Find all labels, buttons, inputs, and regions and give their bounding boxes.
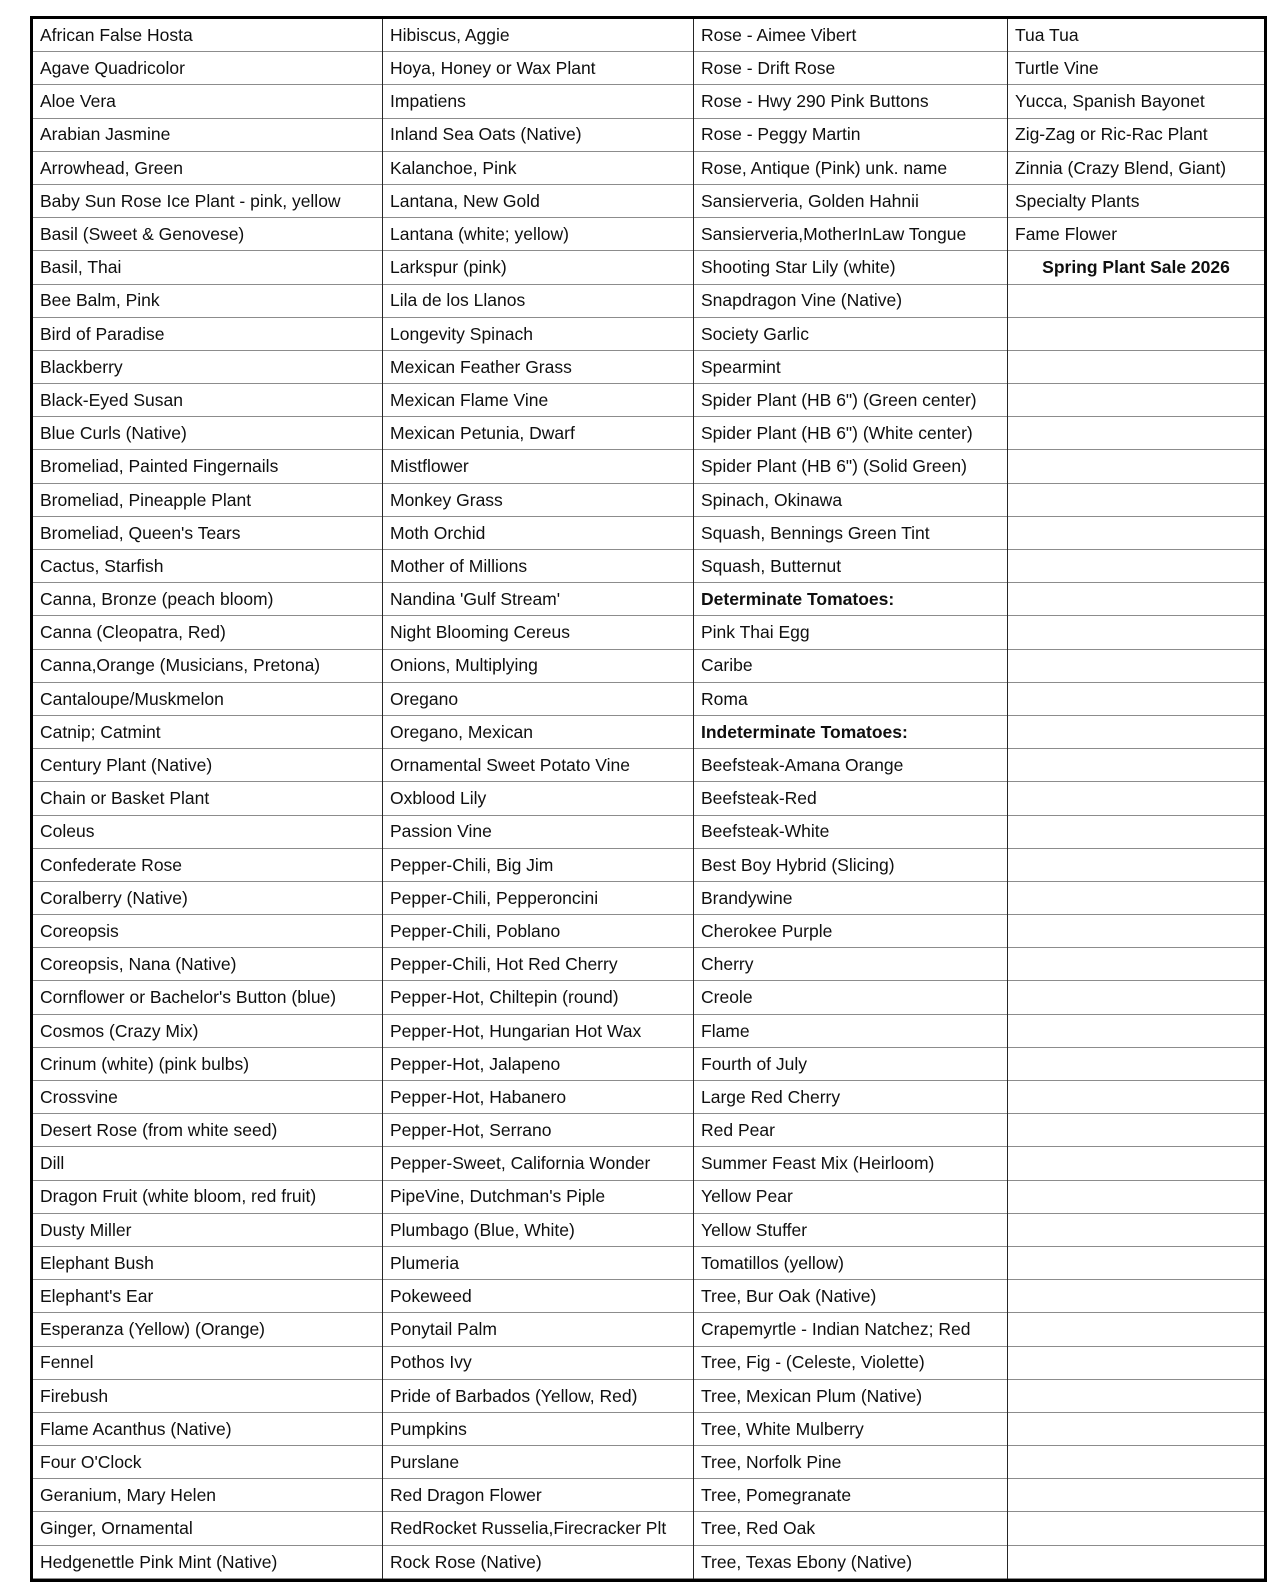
table-cell: Large Red Cherry <box>694 1081 1007 1114</box>
table-cell: Rose - Peggy Martin <box>694 119 1007 152</box>
table-cell: Oxblood Lily <box>383 782 693 815</box>
table-cell: Coleus <box>33 816 382 849</box>
table-cell: Yellow Stuffer <box>694 1214 1007 1247</box>
table-column-3 <box>694 19 1008 1579</box>
table-cell: Beefsteak-Red <box>694 782 1007 815</box>
table-cell: Firebush <box>33 1380 382 1413</box>
table-cell <box>1008 1546 1264 1579</box>
sale-title-cell: Spring Plant Sale 2026 <box>1008 251 1264 284</box>
table-cell: Pepper-Hot, Chiltepin (round) <box>383 981 693 1014</box>
table-cell: Rose - Hwy 290 Pink Buttons <box>694 85 1007 118</box>
table-cell: Dill <box>33 1147 382 1180</box>
table-cell: Pepper-Hot, Hungarian Hot Wax <box>383 1015 693 1048</box>
table-cell <box>1008 1114 1264 1147</box>
table-cell <box>1008 1280 1264 1313</box>
table-cell: Elephant Bush <box>33 1247 382 1280</box>
table-cell: Lantana (white; yellow) <box>383 218 693 251</box>
table-cell: Onions, Multiplying <box>383 650 693 683</box>
table-cell: Canna,Orange (Musicians, Pretona) <box>33 650 382 683</box>
table-cell: Spider Plant (HB 6") (White center) <box>694 417 1007 450</box>
table-cell: Rose - Aimee Vibert <box>694 19 1007 52</box>
table-cell: Arabian Jasmine <box>33 119 382 152</box>
table-cell: Tree, Texas Ebony (Native) <box>694 1546 1007 1579</box>
table-cell: Canna, Bronze (peach bloom) <box>33 583 382 616</box>
table-cell: Bromeliad, Queen's Tears <box>33 517 382 550</box>
table-cell: Specialty Plants <box>1008 185 1264 218</box>
table-cell <box>1008 782 1264 815</box>
table-cell <box>1008 981 1264 1014</box>
table-cell <box>1008 1413 1264 1446</box>
table-cell: Night Blooming Cereus <box>383 616 693 649</box>
table-cell: Dragon Fruit (white bloom, red fruit) <box>33 1181 382 1214</box>
table-cell: Elephant's Ear <box>33 1280 382 1313</box>
table-cell: Purslane <box>383 1446 693 1479</box>
table-cell: Impatiens <box>383 85 693 118</box>
table-cell: Tree, White Mulberry <box>694 1413 1007 1446</box>
table-cell: African False Hosta <box>33 19 382 52</box>
table-cell: Pumpkins <box>383 1413 693 1446</box>
table-cell <box>1008 583 1264 616</box>
table-cell: Cornflower or Bachelor's Button (blue) <box>33 981 382 1014</box>
table-cell <box>1008 1048 1264 1081</box>
table-cell: Caribe <box>694 650 1007 683</box>
table-cell: Flame <box>694 1015 1007 1048</box>
table-cell: Crapemyrtle - Indian Natchez; Red <box>694 1313 1007 1346</box>
table-cell: Sansierveria,MotherInLaw Tongue <box>694 218 1007 251</box>
table-cell <box>1008 616 1264 649</box>
table-cell: Century Plant (Native) <box>33 749 382 782</box>
table-cell: Pepper-Chili, Hot Red Cherry <box>383 948 693 981</box>
table-cell: Larkspur (pink) <box>383 251 693 284</box>
table-cell: Pink Thai Egg <box>694 616 1007 649</box>
table-cell: Pepper-Sweet, California Wonder <box>383 1147 693 1180</box>
table-cell: Tua Tua <box>1008 19 1264 52</box>
table-cell: Zig-Zag or Ric-Rac Plant <box>1008 119 1264 152</box>
table-cell: Black-Eyed Susan <box>33 384 382 417</box>
table-cell: Mexican Feather Grass <box>383 351 693 384</box>
table-cell: Best Boy Hybrid (Slicing) <box>694 849 1007 882</box>
table-cell: Chain or Basket Plant <box>33 782 382 815</box>
table-cell: Sansierveria, Golden Hahnii <box>694 185 1007 218</box>
table-cell <box>1008 450 1264 483</box>
table-cell: Red Dragon Flower <box>383 1479 693 1512</box>
table-cell: Cosmos (Crazy Mix) <box>33 1015 382 1048</box>
table-cell: Plumbago (Blue, White) <box>383 1214 693 1247</box>
table-cell: Tomatillos (yellow) <box>694 1247 1007 1280</box>
table-cell <box>1008 1313 1264 1346</box>
table-cell: Tree, Mexican Plum (Native) <box>694 1380 1007 1413</box>
table-cell: Tree, Pomegranate <box>694 1479 1007 1512</box>
table-cell: Esperanza (Yellow) (Orange) <box>33 1313 382 1346</box>
table-cell <box>1008 1081 1264 1114</box>
table-cell: Ponytail Palm <box>383 1313 693 1346</box>
table-cell: Beefsteak-White <box>694 816 1007 849</box>
table-cell: Cherokee Purple <box>694 915 1007 948</box>
table-cell: Four O'Clock <box>33 1446 382 1479</box>
table-cell: Canna (Cleopatra, Red) <box>33 616 382 649</box>
table-cell: Pepper-Hot, Serrano <box>383 1114 693 1147</box>
table-cell: Shooting Star Lily (white) <box>694 251 1007 284</box>
table-cell: Rose - Drift Rose <box>694 52 1007 85</box>
table-cell: Hibiscus, Aggie <box>383 19 693 52</box>
table-cell <box>1008 285 1264 318</box>
table-cell: RedRocket Russelia,Firecracker Plt <box>383 1512 693 1545</box>
table-cell <box>1008 882 1264 915</box>
table-cell <box>1008 1015 1264 1048</box>
table-cell <box>1008 351 1264 384</box>
table-cell: Squash, Butternut <box>694 550 1007 583</box>
table-cell: Kalanchoe, Pink <box>383 152 693 185</box>
table-cell: Bee Balm, Pink <box>33 285 382 318</box>
table-cell: Coreopsis, Nana (Native) <box>33 948 382 981</box>
table-cell: Roma <box>694 683 1007 716</box>
table-cell: Pepper-Chili, Big Jim <box>383 849 693 882</box>
table-cell: Tree, Norfolk Pine <box>694 1446 1007 1479</box>
table-cell: Red Pear <box>694 1114 1007 1147</box>
plant-sale-table <box>30 16 1267 1582</box>
table-cell <box>1008 749 1264 782</box>
table-column-2 <box>383 19 694 1579</box>
table-cell <box>1008 849 1264 882</box>
table-cell <box>1008 650 1264 683</box>
table-cell: Hedgenettle Pink Mint (Native) <box>33 1546 382 1579</box>
section-header-indeterminate-tomatoes: Indeterminate Tomatoes: <box>694 716 1007 749</box>
table-cell: Agave Quadricolor <box>33 52 382 85</box>
table-cell <box>1008 1214 1264 1247</box>
table-cell: Cactus, Starfish <box>33 550 382 583</box>
table-cell: Pepper-Chili, Pepperoncini <box>383 882 693 915</box>
table-cell: Mother of Millions <box>383 550 693 583</box>
table-cell <box>1008 318 1264 351</box>
table-cell <box>1008 1380 1264 1413</box>
table-cell: Ginger, Ornamental <box>33 1512 382 1545</box>
table-cell: Spider Plant (HB 6") (Solid Green) <box>694 450 1007 483</box>
table-cell: Blackberry <box>33 351 382 384</box>
table-cell: Monkey Grass <box>383 484 693 517</box>
table-cell: Oregano, Mexican <box>383 716 693 749</box>
table-cell <box>1008 716 1264 749</box>
table-cell: Spinach, Okinawa <box>694 484 1007 517</box>
table-cell: Bird of Paradise <box>33 318 382 351</box>
table-cell: Confederate Rose <box>33 849 382 882</box>
table-cell: Pepper-Hot, Habanero <box>383 1081 693 1114</box>
table-cell: Oregano <box>383 683 693 716</box>
table-cell <box>1008 1446 1264 1479</box>
table-cell <box>1008 384 1264 417</box>
table-cell: Basil, Thai <box>33 251 382 284</box>
table-cell: Longevity Spinach <box>383 318 693 351</box>
table-cell: Tree, Fig - (Celeste, Violette) <box>694 1347 1007 1380</box>
table-cell <box>1008 484 1264 517</box>
table-cell: Snapdragon Vine (Native) <box>694 285 1007 318</box>
table-cell: Pepper-Chili, Poblano <box>383 915 693 948</box>
table-cell: Coreopsis <box>33 915 382 948</box>
table-cell: Cantaloupe/Muskmelon <box>33 683 382 716</box>
table-cell <box>1008 1147 1264 1180</box>
table-cell: Yellow Pear <box>694 1181 1007 1214</box>
table-cell: Spearmint <box>694 351 1007 384</box>
table-cell: Beefsteak-Amana Orange <box>694 749 1007 782</box>
table-cell: Tree, Bur Oak (Native) <box>694 1280 1007 1313</box>
table-cell: Lantana, New Gold <box>383 185 693 218</box>
table-cell <box>1008 816 1264 849</box>
table-cell: Flame Acanthus (Native) <box>33 1413 382 1446</box>
table-cell: Summer Feast Mix (Heirloom) <box>694 1147 1007 1180</box>
table-cell: Spider Plant (HB 6") (Green center) <box>694 384 1007 417</box>
table-cell: Hoya, Honey or Wax Plant <box>383 52 693 85</box>
table-cell: Rock Rose (Native) <box>383 1546 693 1579</box>
table-cell: Bromeliad, Pineapple Plant <box>33 484 382 517</box>
table-cell: Squash, Bennings Green Tint <box>694 517 1007 550</box>
table-cell: Plumeria <box>383 1247 693 1280</box>
table-cell: Lila de los Llanos <box>383 285 693 318</box>
table-cell <box>1008 550 1264 583</box>
table-cell: Pride of Barbados (Yellow, Red) <box>383 1380 693 1413</box>
table-cell <box>1008 1479 1264 1512</box>
table-cell: Pepper-Hot, Jalapeno <box>383 1048 693 1081</box>
table-cell: Brandywine <box>694 882 1007 915</box>
table-cell: Crossvine <box>33 1081 382 1114</box>
table-cell: Geranium, Mary Helen <box>33 1479 382 1512</box>
table-cell: Desert Rose (from white seed) <box>33 1114 382 1147</box>
table-cell: Pothos Ivy <box>383 1347 693 1380</box>
table-cell: Arrowhead, Green <box>33 152 382 185</box>
table-cell: Cherry <box>694 948 1007 981</box>
table-cell <box>1008 517 1264 550</box>
table-cell: Inland Sea Oats (Native) <box>383 119 693 152</box>
table-cell: Fame Flower <box>1008 218 1264 251</box>
table-cell <box>1008 1512 1264 1545</box>
table-cell: Fourth of July <box>694 1048 1007 1081</box>
table-cell <box>1008 1181 1264 1214</box>
section-header-determinate-tomatoes: Determinate Tomatoes: <box>694 583 1007 616</box>
table-column-4 <box>1008 19 1264 1579</box>
table-cell: Mexican Petunia, Dwarf <box>383 417 693 450</box>
table-cell <box>1008 948 1264 981</box>
table-cell: Catnip; Catmint <box>33 716 382 749</box>
table-cell: Turtle Vine <box>1008 52 1264 85</box>
table-cell: Fennel <box>33 1347 382 1380</box>
table-cell: Passion Vine <box>383 816 693 849</box>
table-cell: Tree, Red Oak <box>694 1512 1007 1545</box>
table-cell: Blue Curls (Native) <box>33 417 382 450</box>
table-cell: Baby Sun Rose Ice Plant - pink, yellow <box>33 185 382 218</box>
table-cell: Coralberry (Native) <box>33 882 382 915</box>
table-cell <box>1008 1247 1264 1280</box>
table-cell: Aloe Vera <box>33 85 382 118</box>
table-cell <box>1008 417 1264 450</box>
table-cell: Zinnia (Crazy Blend, Giant) <box>1008 152 1264 185</box>
table-cell: Dusty Miller <box>33 1214 382 1247</box>
table-cell: PipeVine, Dutchman's Piple <box>383 1181 693 1214</box>
table-cell <box>1008 1347 1264 1380</box>
table-cell: Rose, Antique (Pink) unk. name <box>694 152 1007 185</box>
table-cell: Crinum (white) (pink bulbs) <box>33 1048 382 1081</box>
table-column-1 <box>33 19 383 1579</box>
table-cell: Mexican Flame Vine <box>383 384 693 417</box>
table-cell: Society Garlic <box>694 318 1007 351</box>
table-cell: Creole <box>694 981 1007 1014</box>
table-cell: Moth Orchid <box>383 517 693 550</box>
table-cell: Basil (Sweet & Genovese) <box>33 218 382 251</box>
table-cell: Mistflower <box>383 450 693 483</box>
table-cell: Nandina 'Gulf Stream' <box>383 583 693 616</box>
table-cell <box>1008 915 1264 948</box>
table-cell: Bromeliad, Painted Fingernails <box>33 450 382 483</box>
table-cell: Yucca, Spanish Bayonet <box>1008 85 1264 118</box>
table-cell: Pokeweed <box>383 1280 693 1313</box>
table-cell <box>1008 683 1264 716</box>
table-cell: Ornamental Sweet Potato Vine <box>383 749 693 782</box>
